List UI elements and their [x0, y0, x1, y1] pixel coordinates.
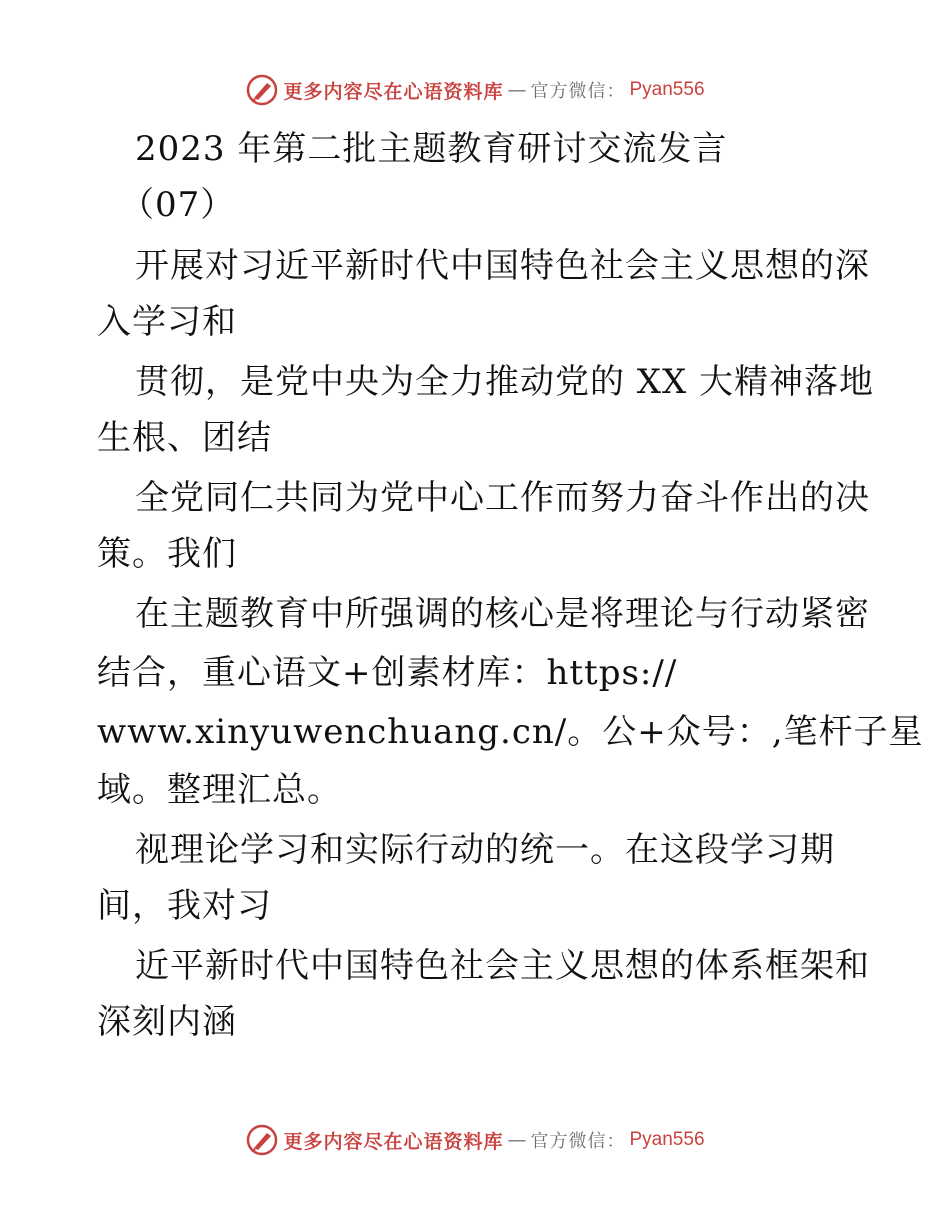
footer-banner: [0, 1120, 950, 1160]
paragraph-line: 开展对习近平新时代中国特色社会主义思想的深: [135, 246, 870, 286]
paragraph-line: 入学习和: [97, 302, 237, 342]
paragraph-line: 贯彻，是党中央为全力推动党的 XX 大精神落地: [135, 362, 875, 402]
paragraph-line: 全党同仁共同为党中心工作而努力奋斗作出的决: [135, 478, 870, 518]
paragraph-line: 视理论学习和实际行动的统一。在这段学习期: [135, 830, 835, 870]
banner-dash: —: [507, 1129, 527, 1151]
pen-logo-icon: [245, 73, 279, 107]
pen-logo-icon: [245, 1123, 279, 1157]
document-number: （07）: [120, 185, 236, 225]
banner-slogan: 更多内容尽在心语资料库: [283, 80, 504, 103]
paragraph-line: www.xinyuwenchuang.cn/。公+众号：,笔杆子星: [97, 712, 924, 752]
paragraph-line: 在主题教育中所强调的核心是将理论与行动紧密: [135, 594, 870, 634]
paragraph-line: 生根、团结: [97, 418, 272, 458]
banner-slogan: 更多内容尽在心语资料库: [283, 1130, 504, 1153]
paragraph-line: 深刻内涵: [97, 1002, 237, 1042]
paragraph-line: 近平新时代中国特色社会主义思想的体系框架和: [135, 946, 870, 986]
banner-wechat-id: Pyan556: [629, 1129, 705, 1150]
paragraph-line: 域。整理汇总。: [97, 770, 342, 810]
header-banner: [0, 70, 950, 110]
paragraph-line: 结合，重心语文+创素材库：https://: [97, 653, 678, 693]
banner-dash: —: [507, 79, 527, 101]
paragraph-line: 间，我对习: [97, 886, 272, 926]
banner-wechat-label: 官方微信：: [530, 1131, 626, 1152]
document-title: 2023 年第二批主题教育研讨交流发言: [135, 129, 728, 169]
banner-wechat-id: Pyan556: [629, 79, 705, 100]
paragraph-line: 策。我们: [97, 534, 237, 574]
banner-wechat-label: 官方微信：: [530, 81, 626, 102]
